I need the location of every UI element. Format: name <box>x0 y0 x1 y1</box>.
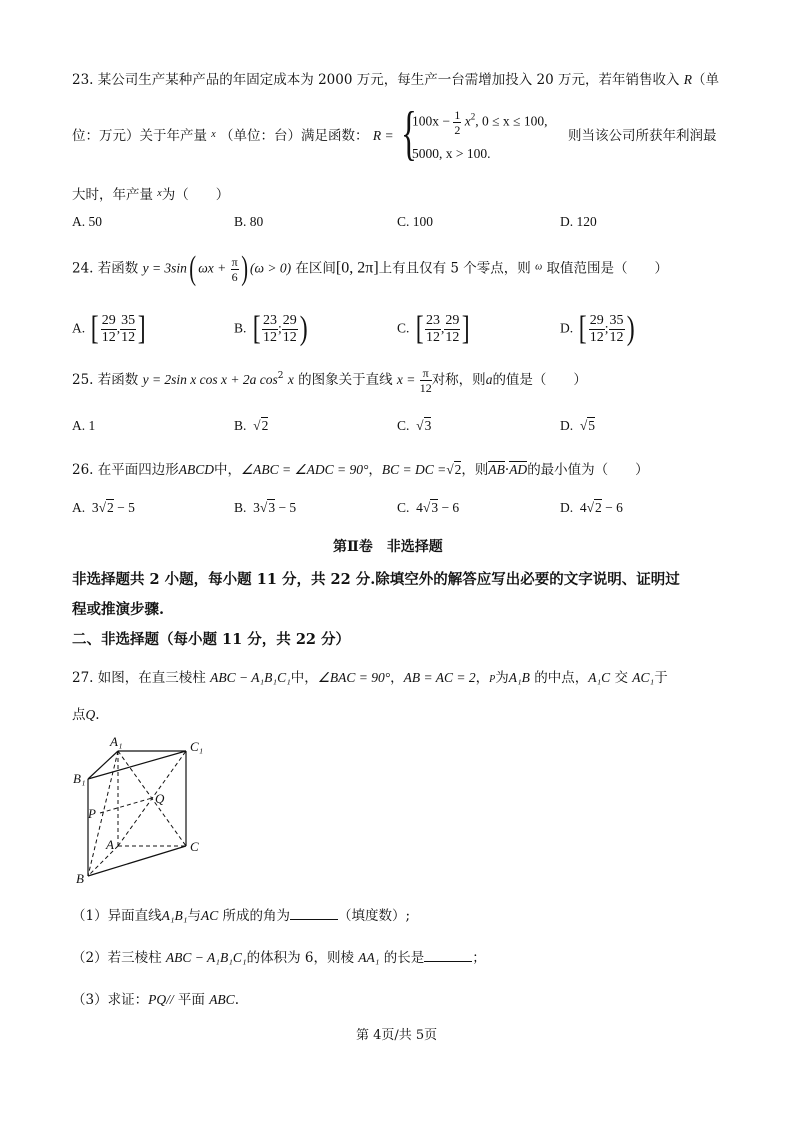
q24-option-a[interactable]: A. [ $\frac{29}{12}$ , $\frac{35}{12}$ ] <box>72 310 146 347</box>
q23-line3: 大时，年产量 $^x$为（ ） <box>72 187 230 203</box>
q27-sub2: （2）若三棱柱 ABC − A₁B₁C₁的体积为 6，则棱 AA₁ 的长是 ； <box>72 950 486 966</box>
q26-option-c[interactable]: C. 4√3 − 6 <box>397 500 460 515</box>
q27-stem-line2: 点Q. <box>72 707 100 723</box>
q25-option-a[interactable]: A. 1 <box>72 418 96 433</box>
page-footer: 第 4页/共 5页 <box>356 1028 438 1043</box>
q27-stem-line1: 27. 如图，在直三棱柱 ABC − A₁B₁C₁中，∠BAC = 90°，AB = AC = 2，P为A₁B 的中点，A₁C 交 AC₁于 <box>72 670 668 686</box>
triangular-prism-diagram <box>72 733 212 883</box>
q23-option-b[interactable]: B. 80 <box>234 214 264 229</box>
svg-text:A₁: A₁ <box>110 734 123 749</box>
q23-line2: 位：万元）关于年产量 $^x$ （单位：台）满足函数： R = <box>72 128 394 144</box>
q23-stem: 某公司生产某种产品的年固定成本为 2000 万元，每生产一台需增加投入 20 万元，若年销售收入 <box>97 72 680 88</box>
prism-figure <box>72 733 212 883</box>
q26-option-b[interactable]: B. 3√3 − 5 <box>234 500 297 515</box>
svg-text:C₁: C₁ <box>190 739 204 754</box>
svg-text:B: B <box>76 871 84 883</box>
q24-option-d[interactable]: D. [ $\frac{29}{12}$ ; $\frac{35}{12}$ ) <box>560 310 635 347</box>
q26-option-d[interactable]: D. 4√2 − 6 <box>560 500 623 515</box>
q23-option-d[interactable]: D. 120 <box>560 214 597 229</box>
q23-line2-end: 则当该公司所获年利润最 <box>568 128 717 144</box>
section-heading: 二、非选择题（每小题 11 分，共 22 分） <box>72 631 351 648</box>
q27-sub3: （3）求证：PQ// 平面 ABC. <box>72 992 239 1008</box>
q25-option-d[interactable]: D. √5 <box>560 418 596 433</box>
svg-text:Q: Q <box>155 791 165 806</box>
section-instructions-line2: 程或推演步骤. <box>72 601 165 618</box>
q25-option-b[interactable]: B. √2 <box>234 418 269 433</box>
piecewise-brace: { <box>401 100 417 166</box>
q24-option-b[interactable]: B. [ $\frac{23}{12}$ ; $\frac{29}{12}$ ) <box>234 310 308 347</box>
answer-blank-2[interactable] <box>424 949 472 962</box>
section-title: 第Ⅱ卷 非选择题 <box>333 539 443 555</box>
section-instructions-line1: 非选择题共 2 小题，每小题 11 分，共 22 分.除填空外的解答应写出必要的文字说明、证明过 <box>72 571 680 588</box>
q23-line1: 23. 某公司生产某种产品的年固定成本为 2000 万元，每生产一台需增加投入 20 万元，若年销售收入 R（单 <box>72 72 720 88</box>
q24-stem: 24. 若函数 y = 3sin( ωx + $\frac{\pi}{6}$ ) (ω > 0) 在区间[0, 2π]上有且仅有 5 个零点，则 $^\omega$ 取值范围是（ ） <box>72 250 668 287</box>
q23-piece1: 100x − $\frac{1}{2}$ $x^2$, 0 ≤ x ≤ 100, <box>412 108 548 137</box>
q25-stem: 25. 若函数 y = 2sin x cos x + 2a $\cos^2 x$ 的图象关于直线 x = $\frac{\pi}{12}$ 对称，则a的值是（ ） <box>72 366 587 395</box>
svg-text:A: A <box>106 837 114 852</box>
q23-option-a[interactable]: A. 50 <box>72 214 102 229</box>
svg-text:P: P <box>88 806 96 821</box>
svg-text:C: C <box>190 839 199 854</box>
q23-number: 23. <box>72 72 94 88</box>
svg-text:B₁: B₁ <box>73 771 86 786</box>
q26-stem: 26. 在平面四边形ABCD中，∠ABC = ∠ADC = 90°，BC = DC =√2，则AB·AD的最小值为（ ） <box>72 462 649 478</box>
answer-blank-1[interactable] <box>290 907 338 920</box>
q23-option-c[interactable]: C. 100 <box>397 214 434 229</box>
q23-piece2: 5000, x > 100. <box>412 146 491 161</box>
q23-func-lhs: R = <box>372 128 394 143</box>
q23-var-r: R <box>683 72 693 87</box>
q27-sub1: （1）异面直线A₁B₁与AC 所成的角为 （填度数）; <box>72 908 411 924</box>
q25-option-c[interactable]: C. √3 <box>397 418 432 433</box>
q26-option-a[interactable]: A. 3√2 − 5 <box>72 500 135 515</box>
q24-option-c[interactable]: C. [ $\frac{23}{12}$ , $\frac{29}{12}$ ] <box>397 310 471 347</box>
